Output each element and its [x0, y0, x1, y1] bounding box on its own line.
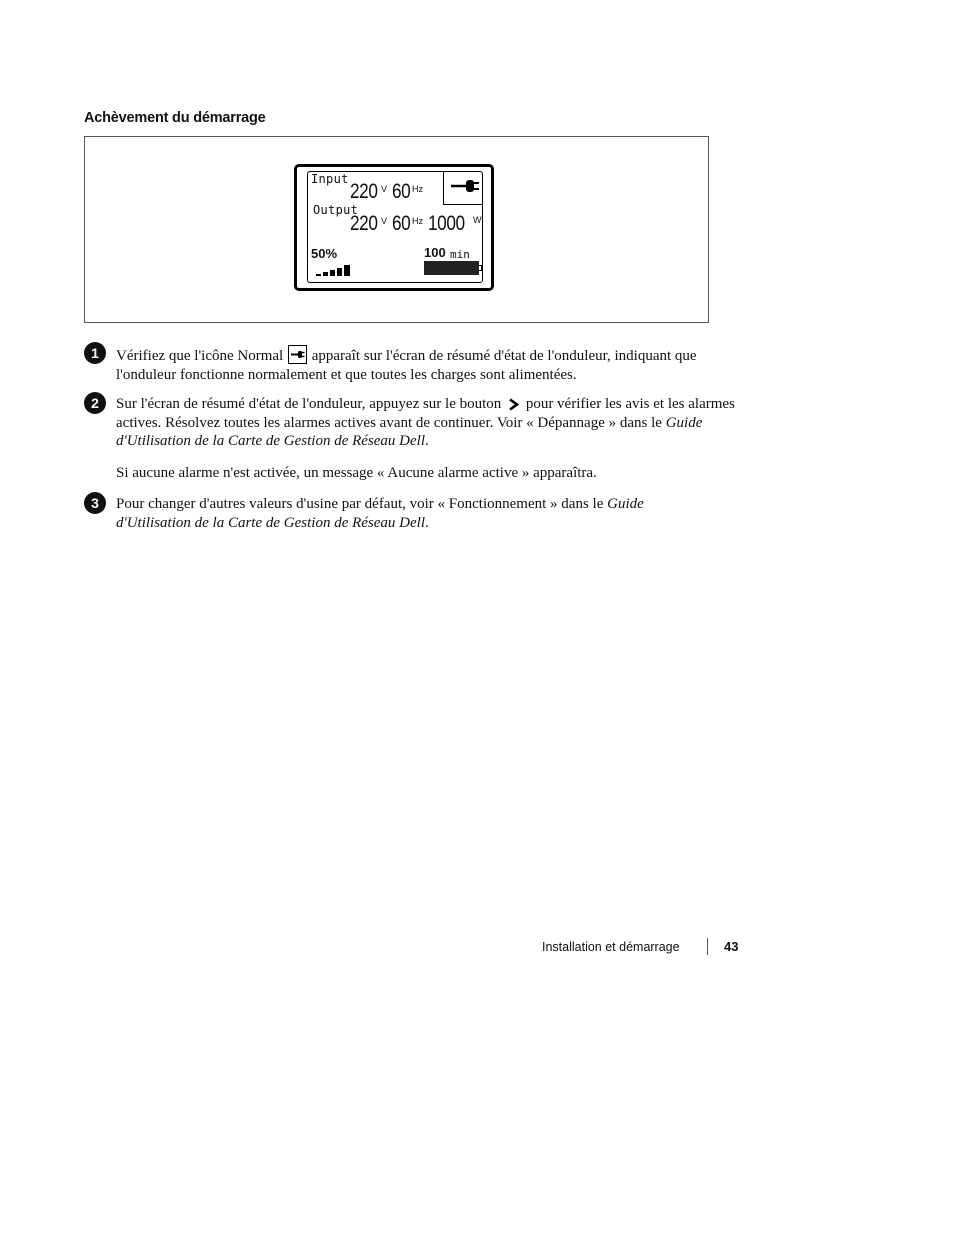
lcd-display — [294, 164, 494, 291]
normal-mode-plug-icon — [445, 173, 483, 203]
footer-section-label: Installation et démarrage — [542, 940, 680, 954]
load-bars-icon — [316, 262, 356, 276]
lcd-output-freq: 60 — [392, 212, 411, 235]
step-number-3: 3 — [84, 492, 106, 514]
lcd-input-freq-unit: Hz — [412, 184, 423, 194]
lcd-output-voltage: 220 — [350, 212, 378, 235]
lcd-output-power-unit: W — [473, 215, 482, 225]
lcd-input-freq: 60 — [392, 180, 411, 203]
lcd-output-label: Output — [313, 203, 359, 217]
battery-level-bar — [424, 261, 479, 275]
step-2-note: Si aucune alarme n'est activée, un message « Aucune alarme active » apparaîtra. — [116, 465, 597, 481]
lcd-runtime-unit: min — [450, 248, 470, 261]
lcd-load-percent: 50% — [311, 246, 338, 261]
step-3-text-before: Pour changer d'autres valeurs d'usine par défaut, voir « Fonctionnement » dans le — [116, 496, 604, 512]
lcd-status-icon-box — [443, 172, 483, 205]
step-1-text-before: Vérifiez que l'icône Normal — [116, 348, 284, 364]
lcd-output-power: 1000 — [428, 212, 465, 235]
normal-mode-plug-icon — [288, 345, 307, 364]
step-1-text-after: apparaît sur l'écran de résumé d'état de l'onduleur, indiquant que l'onduleur fonctionne normalement et que toutes les charges sont alimentées. — [116, 348, 697, 383]
lcd-screen — [307, 171, 483, 283]
step-2-text — [116, 395, 756, 451]
section-title: Achèvement du démarrage — [84, 110, 266, 126]
lcd-input-voltage-unit: V — [381, 184, 388, 194]
step-number-1: 1 — [84, 342, 106, 364]
step-3-text — [116, 495, 716, 532]
step-2-guide-reference: Guide d'Utilisation de la Carte de Gestion de Réseau Dell — [116, 414, 703, 449]
step-2-text-end: . — [425, 433, 429, 449]
step-2-text-after: pour vérifier les avis et les alarmes actives. Résolvez toutes les alarmes actives avant de continuer. Voir « Dépannage » dans le — [116, 396, 735, 431]
figure-box — [84, 136, 709, 323]
step-2-text-before: Sur l'écran de résumé d'état de l'onduleur, appuyez sur le bouton — [116, 396, 502, 412]
lcd-output-freq-unit: Hz — [412, 216, 423, 226]
step-3-guide-reference: Guide d'Utilisation de la Carte de Gestion de Réseau Dell — [116, 496, 644, 531]
right-chevron-icon — [508, 398, 519, 411]
lcd-input-voltage: 220 — [350, 180, 378, 203]
battery-tip — [479, 265, 482, 271]
lcd-output-voltage-unit: V — [381, 216, 388, 226]
footer-separator — [707, 938, 708, 955]
lcd-input-label: Input — [311, 172, 349, 186]
footer-page-number: 43 — [724, 939, 739, 954]
step-3-text-end: . — [425, 514, 429, 531]
step-number-2: 2 — [84, 392, 106, 414]
step-1-text — [116, 345, 756, 384]
lcd-runtime-value: 100 — [424, 245, 446, 260]
